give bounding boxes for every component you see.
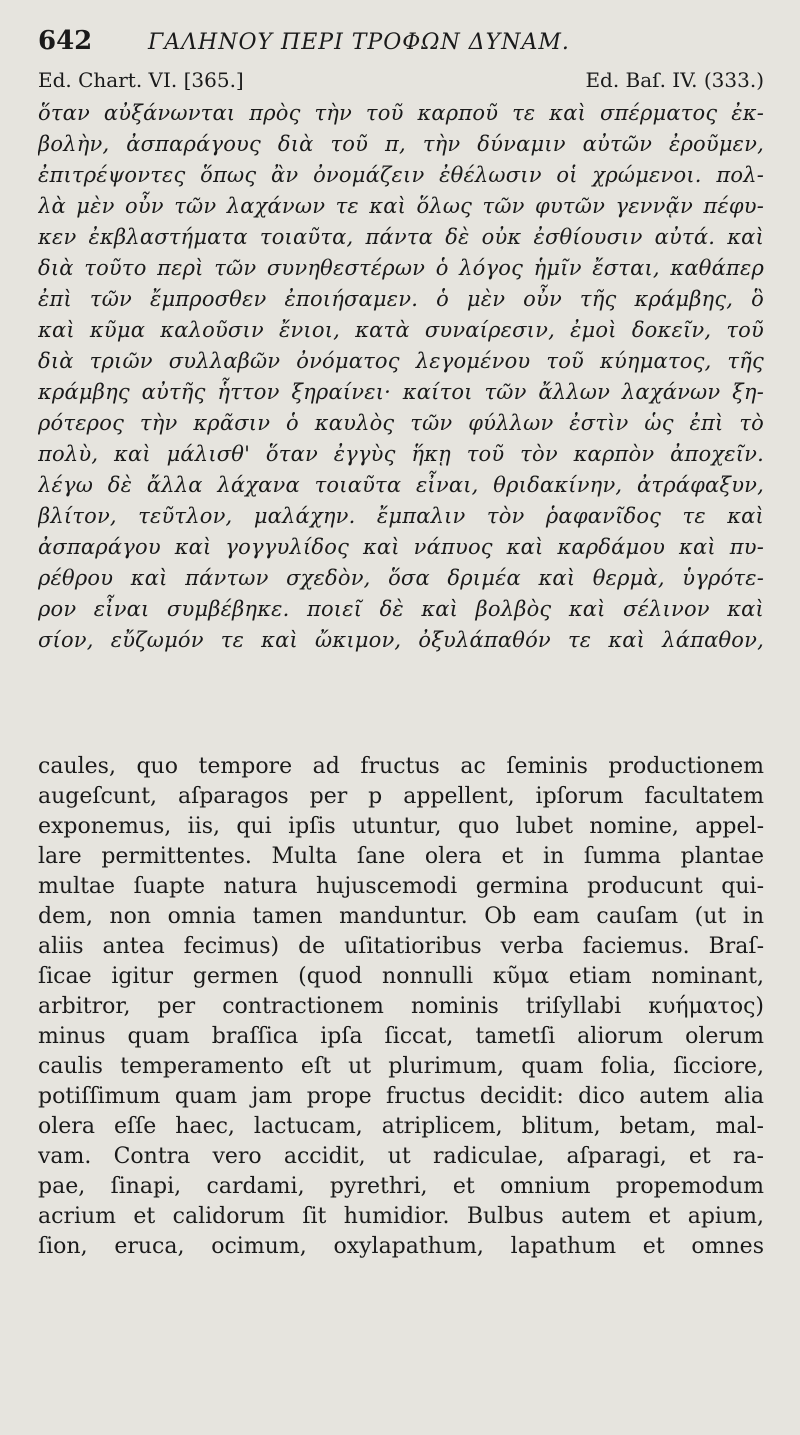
latin-text-line: caulis temperamento eſt ut plurimum, quam folia, ſicciore, bbox=[38, 1054, 764, 1079]
latin-text-line: lare permittentes. Multa ſane olera et in ſumma plantae bbox=[38, 844, 764, 869]
latin-text-line: multae ſuapte natura hujuscemodi germina producunt qui- bbox=[38, 874, 764, 899]
greek-text-line: διὰ τριῶν συλλαβῶν ὀνόματος λεγομένου τοῦ κύηματος, τῆς bbox=[38, 349, 764, 373]
latin-text-line: augeſcunt, aſparagos per p appellent, ipſorum facultatem bbox=[38, 784, 764, 809]
greek-text-block bbox=[38, 98, 764, 656]
greek-text-line: λὰ μὲν οὖν τῶν λαχάνων τε καὶ ὅλως τῶν φυτῶν γεννᾷν πέφυ- bbox=[38, 194, 764, 218]
latin-text-line: pae, ſinapi, cardami, pyrethri, et omnium propemodum bbox=[38, 1174, 764, 1199]
latin-text-block bbox=[38, 752, 764, 1262]
greek-text-line: ἐπὶ τῶν ἔμπροσθεν ἐποιήσαμεν. ὁ μὲν οὖν τῆς κράμβης, ὃ bbox=[38, 287, 764, 311]
edition-basel-reference: Ed. Baſ. IV. (333.) bbox=[585, 68, 764, 92]
greek-text-line: ἀσπαράγου καὶ γογγυλίδος καὶ νάπυος καὶ καρδάμου καὶ πυ- bbox=[38, 535, 764, 559]
greek-text-line: λέγω δὲ ἄλλα λάχανα τοιαῦτα εἶναι, θριδακίνην, ἀτράφαξυν, bbox=[38, 473, 764, 497]
greek-text-line: σίον, εὔζωμόν τε καὶ ὤκιμον, ὀξυλάπαθόν τε καὶ λάπαθον, bbox=[38, 628, 764, 652]
greek-text-line: ὅταν αὐξάνωνται πρὸς τὴν τοῦ καρποῦ τε καὶ σπέρματος ἐκ- bbox=[38, 101, 764, 125]
latin-text-line: exponemus, iis, qui ipſis utuntur, quo lubet nomine, appel- bbox=[38, 814, 764, 839]
latin-text-line: arbitror, per contractionem nominis triſyllabi κυήματος) bbox=[38, 994, 764, 1019]
greek-text-line: ρέθρου καὶ πάντων σχεδὸν, ὅσα δριμέα καὶ θερμὰ, ὑγρότε- bbox=[38, 566, 764, 590]
latin-text-line: olera eſſe haec, lactucam, atriplicem, blitum, betam, mal- bbox=[38, 1114, 764, 1139]
latin-text-line: ſion, eruca, ocimum, oxylapathum, lapathum et omnes bbox=[38, 1234, 764, 1259]
latin-text-line: vam. Contra vero accidit, ut radiculae, aſparagi, et ra- bbox=[38, 1144, 764, 1169]
latin-text-line: minus quam braſſica ipſa ſiccat, tametſi aliorum olerum bbox=[38, 1024, 764, 1049]
running-head bbox=[38, 26, 764, 66]
latin-text-line: caules, quo tempore ad fructus ac ſeminis productionem bbox=[38, 754, 764, 779]
latin-text-line: potiſſimum quam jam prope fructus decidit: dico autem alia bbox=[38, 1084, 764, 1109]
latin-text-line: aliis antea fecimus) de uſitatioribus verba faciemus. Braſ- bbox=[38, 934, 764, 959]
greek-text-line: πολὺ, καὶ μάλισθ' ὅταν ἐγγὺς ἥκῃ τοῦ τὸν καρπὸν ἀποχεῖν. bbox=[38, 442, 764, 466]
greek-text-line: ἐπιτρέψοντες ὅπως ἂν ὀνομάζειν ἐθέλωσιν οἱ χρώμενοι. πολ- bbox=[38, 163, 764, 187]
greek-text-line: ρότερος τὴν κρᾶσιν ὁ καυλὸς τῶν φύλλων ἐστὶν ὡς ἐπὶ τὸ bbox=[38, 411, 764, 435]
latin-text-line: acrium et calidorum ſit humidior. Bulbus autem et apium, bbox=[38, 1204, 764, 1229]
latin-text-line: ſicae igitur germen (quod nonnulli κῦμα etiam nominant, bbox=[38, 964, 764, 989]
greek-text-line: διὰ τοῦτο περὶ τῶν συνηθεστέρων ὁ λόγος ἡμῖν ἔσται, καθάπερ bbox=[38, 256, 764, 280]
edition-chart-reference: Ed. Chart. VI. [365.] bbox=[38, 68, 244, 92]
greek-text-line: βολὴν, ἀσπαράγους διὰ τοῦ π, τὴν δύναμιν αὐτῶν ἐροῦμεν, bbox=[38, 132, 764, 156]
greek-text-line: βλίτον, τεῦτλον, μαλάχην. ἔμπαλιν τὸν ῥαφανῖδος τε καὶ bbox=[38, 504, 764, 528]
greek-text-line: ρον εἶναι συμβέβηκε. ποιεῖ δὲ καὶ βολβὸς καὶ σέλινον καὶ bbox=[38, 597, 764, 621]
page-number: 642 bbox=[38, 26, 93, 56]
running-title: ΓΑΛΗΝΟΥ ΠΕΡΙ ΤΡΟΦΩΝ ΔΥΝΑΜ. bbox=[148, 30, 570, 55]
greek-text-line: κράμβης αὐτῆς ἧττον ξηραίνει· καίτοι τῶν ἄλλων λαχάνων ξη- bbox=[38, 380, 764, 404]
edition-reference-line bbox=[38, 68, 764, 96]
greek-text-line: κεν ἐκβλαστήματα τοιαῦτα, πάντα δὲ οὐκ ἐσθίουσιν αὐτά. καὶ bbox=[38, 225, 764, 249]
latin-text-line: dem, non omnia tamen manduntur. Ob eam cauſam (ut in bbox=[38, 904, 764, 929]
greek-text-line: καὶ κῦμα καλοῦσιν ἔνιοι, κατὰ συναίρεσιν, ἐμοὶ δοκεῖν, τοῦ bbox=[38, 318, 764, 342]
